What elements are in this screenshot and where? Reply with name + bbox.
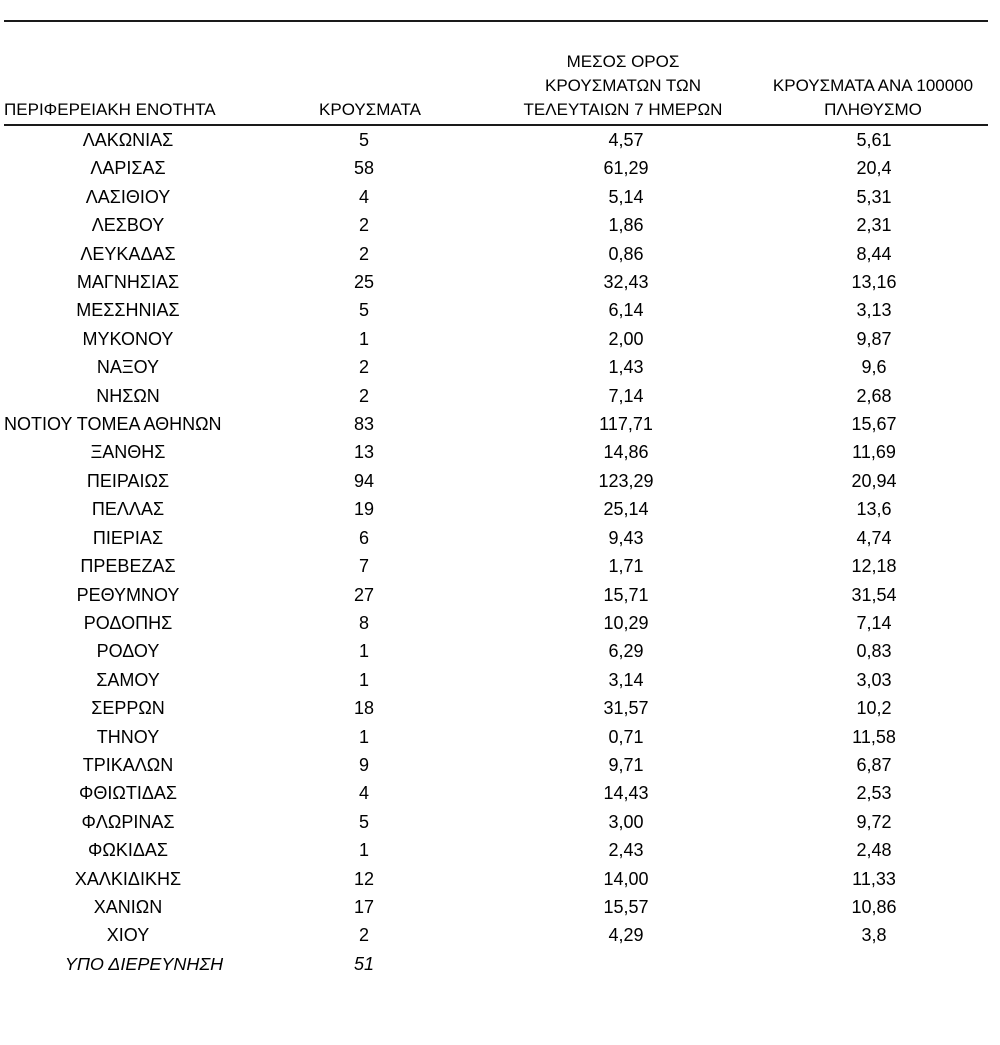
- per100k-cell: 13,6: [856, 499, 892, 520]
- region-cell: ΧΑΛΚΙΔΙΚΗΣ: [74, 868, 182, 889]
- table-row: [4, 296, 988, 324]
- region-cell: ΡΟΔΟΠΗΣ: [83, 612, 173, 633]
- per100k-cell: 10,2: [856, 698, 892, 719]
- table-body: [4, 125, 988, 978]
- region-cell: ΛΕΣΒΟΥ: [91, 215, 165, 236]
- cases-cell: 12: [353, 868, 375, 889]
- table-row: [4, 552, 988, 580]
- cases-cell: 8: [358, 612, 369, 633]
- region-cell: ΛΑΣΙΘΙΟΥ: [85, 186, 171, 207]
- table-row: [4, 779, 988, 807]
- avg7-cell: 0,86: [608, 243, 644, 264]
- table-row: [4, 666, 988, 694]
- table-row: [4, 382, 988, 410]
- header-cases: ΚΡΟΥΣΜΑΤΑ: [252, 44, 488, 125]
- cases-cell: 27: [353, 584, 375, 605]
- header-cases-per-100k: [758, 44, 988, 125]
- per100k-cell: 11,69: [852, 442, 896, 463]
- region-cell: ΞΑΝΘΗΣ: [90, 442, 166, 463]
- region-cell: ΦΩΚΙΔΑΣ: [88, 840, 168, 861]
- per100k-cell: 20,94: [851, 470, 897, 491]
- cases-cell: 13: [353, 442, 375, 463]
- table-row: [4, 893, 988, 921]
- table-row: [4, 467, 988, 495]
- region-cell: ΜΕΣΣΗΝΙΑΣ: [76, 300, 180, 321]
- avg7-cell: 7,14: [608, 385, 644, 406]
- avg7-cell: 9,71: [608, 754, 644, 775]
- cases-cell: 2: [358, 215, 369, 236]
- per100k-cell: 11,58: [852, 726, 896, 747]
- empty-cell: [758, 950, 988, 978]
- per100k-cell: 7,14: [856, 612, 892, 633]
- per100k-cell: 3,03: [856, 669, 892, 690]
- cases-cell: 19: [353, 499, 375, 520]
- cases-cell: 1: [358, 840, 369, 861]
- region-cell: ΜΑΓΝΗΣΙΑΣ: [76, 272, 180, 293]
- cases-cell: 7: [358, 556, 369, 577]
- region-cell: ΛΑΚΩΝΙΑΣ: [82, 130, 174, 150]
- cases-cell: 2: [358, 243, 369, 264]
- per100k-cell: 2,48: [856, 840, 892, 861]
- per100k-cell: 5,31: [856, 186, 892, 207]
- avg7-cell: 15,57: [603, 896, 649, 917]
- header-7day-average-line: ΜΕΣΟΣ ΟΡΟΣ: [566, 52, 680, 71]
- avg7-cell: 6,29: [608, 641, 644, 662]
- avg7-cell: 1,71: [608, 556, 644, 577]
- per100k-cell: 0,83: [856, 641, 892, 662]
- header-cases-per-100k-line: ΠΛΗΘΥΣΜΟ: [824, 100, 922, 119]
- cases-cell: 5: [358, 811, 369, 832]
- avg7-cell: 2,00: [608, 328, 644, 349]
- region-cell: ΛΕΥΚΑΔΑΣ: [80, 243, 176, 264]
- region-cell: ΡΕΘΥΜΝΟΥ: [76, 584, 180, 605]
- avg7-cell: 2,43: [608, 840, 644, 861]
- cases-cell: 94: [353, 470, 375, 491]
- cases-cell: 17: [353, 896, 375, 917]
- cases-cell: 5: [358, 300, 369, 321]
- table-row: [4, 836, 988, 864]
- avg7-cell: 3,00: [608, 811, 644, 832]
- table-row: [4, 808, 988, 836]
- cases-cell: 6: [358, 527, 369, 548]
- under-investigation-label: ΥΠΟ ΔΙΕΡΕΥΝΗΣΗ: [64, 953, 224, 974]
- table-row: [4, 921, 988, 949]
- table-row: [4, 353, 988, 381]
- region-cell: ΝΟΤΙΟΥ ΤΟΜΕΑ ΑΘΗΝΩΝ: [4, 414, 222, 435]
- cases-cell: 1: [358, 669, 369, 690]
- avg7-cell: 5,14: [608, 186, 644, 207]
- avg7-cell: 1,86: [608, 215, 644, 236]
- per100k-cell: 5,61: [856, 130, 892, 150]
- avg7-cell: 6,14: [608, 300, 644, 321]
- region-cell: ΧΙΟΥ: [106, 925, 150, 946]
- region-cell: ΤΗΝΟΥ: [96, 726, 160, 747]
- table-row: [4, 268, 988, 296]
- avg7-cell: 3,14: [608, 669, 644, 690]
- top-rule: [4, 20, 988, 22]
- per100k-cell: 9,72: [856, 811, 892, 832]
- region-cell: ΧΑΝΙΩΝ: [93, 896, 163, 917]
- per100k-cell: 6,87: [856, 754, 892, 775]
- table-row: [4, 751, 988, 779]
- under-investigation-row: [4, 950, 988, 978]
- avg7-cell: 14,43: [603, 783, 649, 804]
- per100k-cell: 2,68: [856, 385, 892, 406]
- table-row: [4, 865, 988, 893]
- header-region: ΠΕΡΙΦΕΡΕΙΑΚΗ ΕΝΟΤΗΤΑ: [4, 44, 252, 125]
- avg7-cell: 1,43: [608, 357, 644, 378]
- cases-cell: 25: [353, 272, 375, 293]
- region-cell: ΠΕΛΛΑΣ: [91, 499, 165, 520]
- table-row: [4, 524, 988, 552]
- cases-cell: 2: [358, 357, 369, 378]
- region-cell: ΣΕΡΡΩΝ: [91, 698, 165, 719]
- table-row: [4, 495, 988, 523]
- table-row: [4, 637, 988, 665]
- avg7-cell: 14,86: [603, 442, 649, 463]
- region-cell: ΠΕΙΡΑΙΩΣ: [86, 470, 170, 491]
- region-cell: ΠΡΕΒΕΖΑΣ: [80, 556, 176, 577]
- empty-cell: [488, 950, 758, 978]
- cases-cell: 2: [358, 385, 369, 406]
- per100k-cell: 31,54: [851, 584, 897, 605]
- region-cell: ΤΡΙΚΑΛΩΝ: [82, 754, 174, 775]
- table-row: [4, 410, 988, 438]
- avg7-cell: 4,57: [608, 130, 644, 150]
- cases-cell: 83: [353, 414, 375, 435]
- per100k-cell: 15,67: [851, 414, 897, 435]
- avg7-cell: 14,00: [603, 868, 649, 889]
- header-cases-per-100k-line: ΚΡΟΥΣΜΑΤΑ ΑΝΑ 100000: [772, 76, 974, 95]
- region-cell: ΠΙΕΡΙΑΣ: [92, 527, 164, 548]
- region-cell: ΡΟΔΟΥ: [96, 641, 160, 662]
- region-cell: ΦΘΙΩΤΙΔΑΣ: [79, 783, 177, 804]
- avg7-cell: 32,43: [603, 272, 649, 293]
- region-cell: ΜΥΚΟΝΟΥ: [82, 328, 174, 349]
- table-row: [4, 211, 988, 239]
- cases-cell: 2: [358, 925, 369, 946]
- table-row: [4, 609, 988, 637]
- per100k-cell: 10,86: [851, 896, 897, 917]
- per100k-cell: 11,33: [852, 868, 896, 889]
- per100k-cell: 3,13: [856, 300, 892, 321]
- table-row: [4, 438, 988, 466]
- table-row: [4, 125, 988, 154]
- cases-cell: 4: [358, 186, 369, 207]
- avg7-cell: 123,29: [598, 470, 654, 491]
- cases-cell: 5: [358, 130, 369, 150]
- header-row: [4, 44, 988, 125]
- cases-cell: 1: [358, 726, 369, 747]
- table-row: [4, 154, 988, 182]
- avg7-cell: 61,29: [603, 158, 649, 179]
- table-row: [4, 240, 988, 268]
- avg7-cell: 0,71: [608, 726, 644, 747]
- cases-cell: 4: [358, 783, 369, 804]
- table-row: [4, 325, 988, 353]
- region-cell: ΦΛΩΡΙΝΑΣ: [81, 811, 175, 832]
- cases-cell: 1: [358, 641, 369, 662]
- header-7day-average: [488, 44, 758, 125]
- table-row: [4, 694, 988, 722]
- avg7-cell: 15,71: [603, 584, 649, 605]
- region-cell: ΝΑΞΟΥ: [96, 357, 160, 378]
- region-cell: ΝΗΣΩΝ: [96, 385, 160, 406]
- avg7-cell: 4,29: [608, 925, 644, 946]
- per100k-cell: 2,31: [856, 215, 892, 236]
- table-row: [4, 581, 988, 609]
- per100k-cell: 8,44: [856, 243, 892, 264]
- per100k-cell: 13,16: [851, 272, 897, 293]
- table-row: [4, 723, 988, 751]
- per100k-cell: 12,18: [851, 556, 897, 577]
- per100k-cell: 4,74: [856, 527, 892, 548]
- avg7-cell: 10,29: [603, 612, 649, 633]
- per100k-cell: 2,53: [856, 783, 892, 804]
- per100k-cell: 3,8: [861, 925, 887, 946]
- region-cell: ΣΑΜΟΥ: [96, 669, 160, 690]
- cases-cell: 1: [358, 328, 369, 349]
- regional-cases-table: [4, 44, 988, 978]
- avg7-cell: 9,43: [608, 527, 644, 548]
- table-row: [4, 183, 988, 211]
- per100k-cell: 9,6: [861, 357, 887, 378]
- avg7-cell: 25,14: [603, 499, 649, 520]
- cases-cell: 9: [358, 754, 369, 775]
- header-7day-average-line: ΚΡΟΥΣΜΑΤΩΝ ΤΩΝ: [545, 76, 701, 95]
- per100k-cell: 20,4: [856, 158, 892, 179]
- cases-cell: 58: [353, 158, 375, 179]
- cases-cell: 18: [353, 698, 375, 719]
- header-7day-average-line: ΤΕΛΕΥΤΑΙΩΝ 7 ΗΜΕΡΩΝ: [523, 100, 723, 119]
- under-investigation-cases: 51: [353, 953, 375, 974]
- region-cell: ΛΑΡΙΣΑΣ: [90, 158, 166, 179]
- avg7-cell: 31,57: [603, 698, 649, 719]
- avg7-cell: 117,71: [599, 414, 653, 435]
- per100k-cell: 9,87: [856, 328, 892, 349]
